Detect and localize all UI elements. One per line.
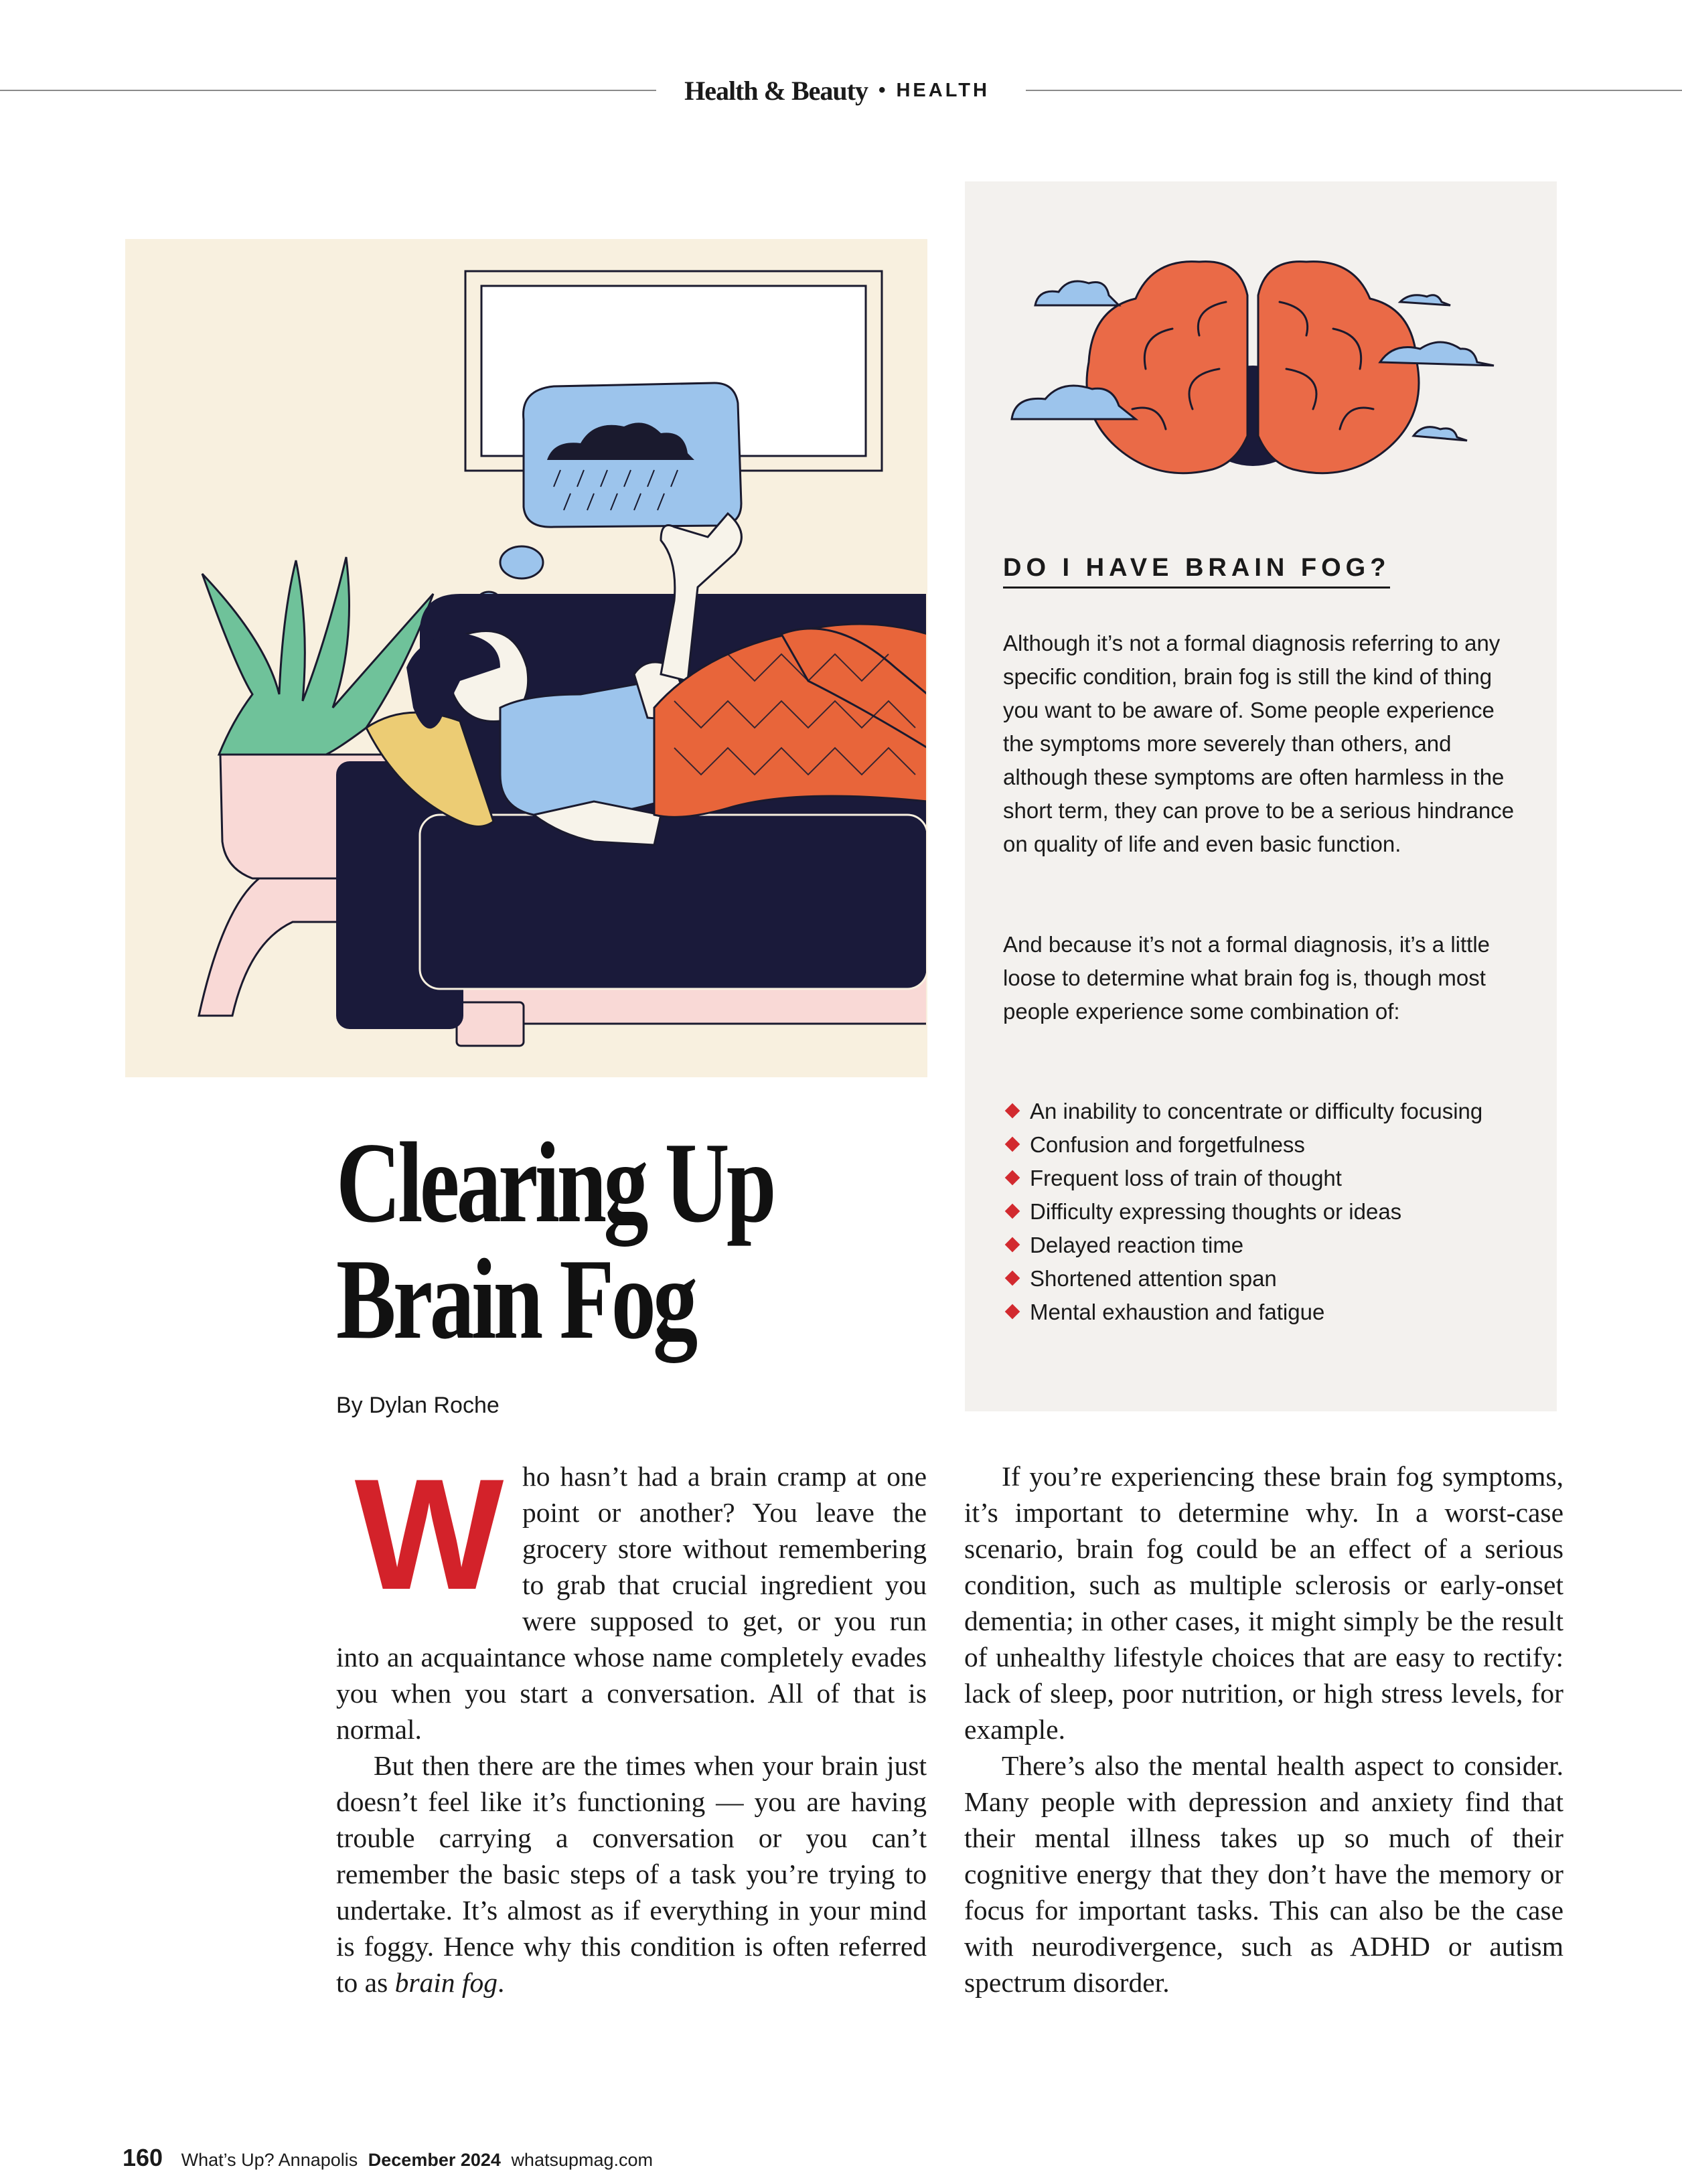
article-paragraph: [336, 1446, 927, 1747]
section-header: [663, 67, 1011, 114]
article-paragraph: [336, 1747, 927, 2001]
header-rule-right: [1026, 90, 1682, 91]
drop-cap: W: [354, 1446, 504, 1623]
symptom-item: Difficulty expressing thoughts or ideas: [1003, 1195, 1519, 1229]
article-paragraph: If you’re experiencing these brain fog symptoms, it’s important to determine why. In a worst-case scenario, brain fog could be an effect of a serious condition, such as multiple sclerosis or early-onset dementia; in other cases, it might simply be the result of unhealthy lifestyle choices that are easy to rectify: lack of sleep, poor nutrition, or high stress levels, for example.: [964, 1461, 1563, 1745]
title-line-2: Brain Fog: [336, 1236, 695, 1363]
paragraph-2-text: But then there are the times when your brain just doesn’t feel like it’s functioning — you are having trouble carrying a conversation or you can’t remember the basic steps of a task you’re trying to undertake. It’s almost as if everything in your mind is foggy. Hence why this condition is often referred to as: [336, 1750, 927, 1998]
subsection-name: HEALTH: [896, 79, 990, 101]
symptom-item: Shortened attention span: [1003, 1262, 1519, 1296]
paragraph-2-end: .: [497, 1967, 505, 1998]
publication-name: What’s Up? Annapolis: [181, 2150, 358, 2170]
section-name: Health & Beauty: [684, 75, 868, 106]
symptom-item: Delayed reaction time: [1003, 1229, 1519, 1262]
brain-icon: [998, 235, 1507, 503]
page-footer: [123, 2144, 653, 2172]
article-title: [336, 1119, 806, 1363]
issue-date: December 2024: [368, 2150, 501, 2170]
header-rule-left: [0, 90, 656, 91]
symptom-item: Frequent loss of train of thought: [1003, 1162, 1519, 1195]
page-number: 160: [123, 2144, 163, 2171]
website: whatsupmag.com: [511, 2150, 654, 2170]
symptom-item: An inability to concentrate or difficulty focusing: [1003, 1095, 1519, 1128]
article-column-right: [964, 1458, 1563, 2001]
byline: By Dylan Roche: [336, 1393, 500, 1418]
sidebar-heading: DO I HAVE BRAIN FOG?: [1003, 554, 1390, 589]
sidebar-paragraph-2: And because it’s not a formal diagnosis, it’s a little loose to determine what brain fog is, though most people experience some combination of:: [1003, 932, 1490, 1024]
header-separator: •: [878, 79, 886, 101]
sidebar-paragraph-1: Although it’s not a formal diagnosis referring to any specific condition, brain fog is still the kind of thing you want to be aware of. Some people experience the symptoms more severely than others, and although these symptoms are often harmless in the short term, they can prove to be a serious hindrance on quality of life and even basic function.: [1003, 631, 1515, 856]
article-paragraph: There’s also the mental health aspect to consider. Many people with depression and anxiety find that their mental illness takes up so much of their cognitive energy that they don’t have the memory or focus for important tasks. This can also be the case with neurodivergence, such as ADHD or autism spectrum disorder.: [964, 1750, 1563, 1998]
title-line-1: Clearing Up: [336, 1119, 773, 1247]
article-column-left: [336, 1446, 927, 2001]
symptom-list: [1003, 1095, 1519, 1329]
couch-illustration: [125, 239, 927, 1077]
symptom-item: Mental exhaustion and fatigue: [1003, 1296, 1519, 1329]
sidebar-box: [965, 181, 1557, 1411]
paragraph-1-text: ho hasn’t had a brain cramp at one point or another? You leave the grocery store without remembering to grab that crucial ingredient you were supposed to get, or you run into an acquaintance whose name completely evades you when you start a conversation. All of that is normal.: [336, 1461, 927, 1745]
symptom-item: Confusion and forgetfulness: [1003, 1128, 1519, 1162]
emphasized-term: brain fog: [394, 1967, 498, 1998]
